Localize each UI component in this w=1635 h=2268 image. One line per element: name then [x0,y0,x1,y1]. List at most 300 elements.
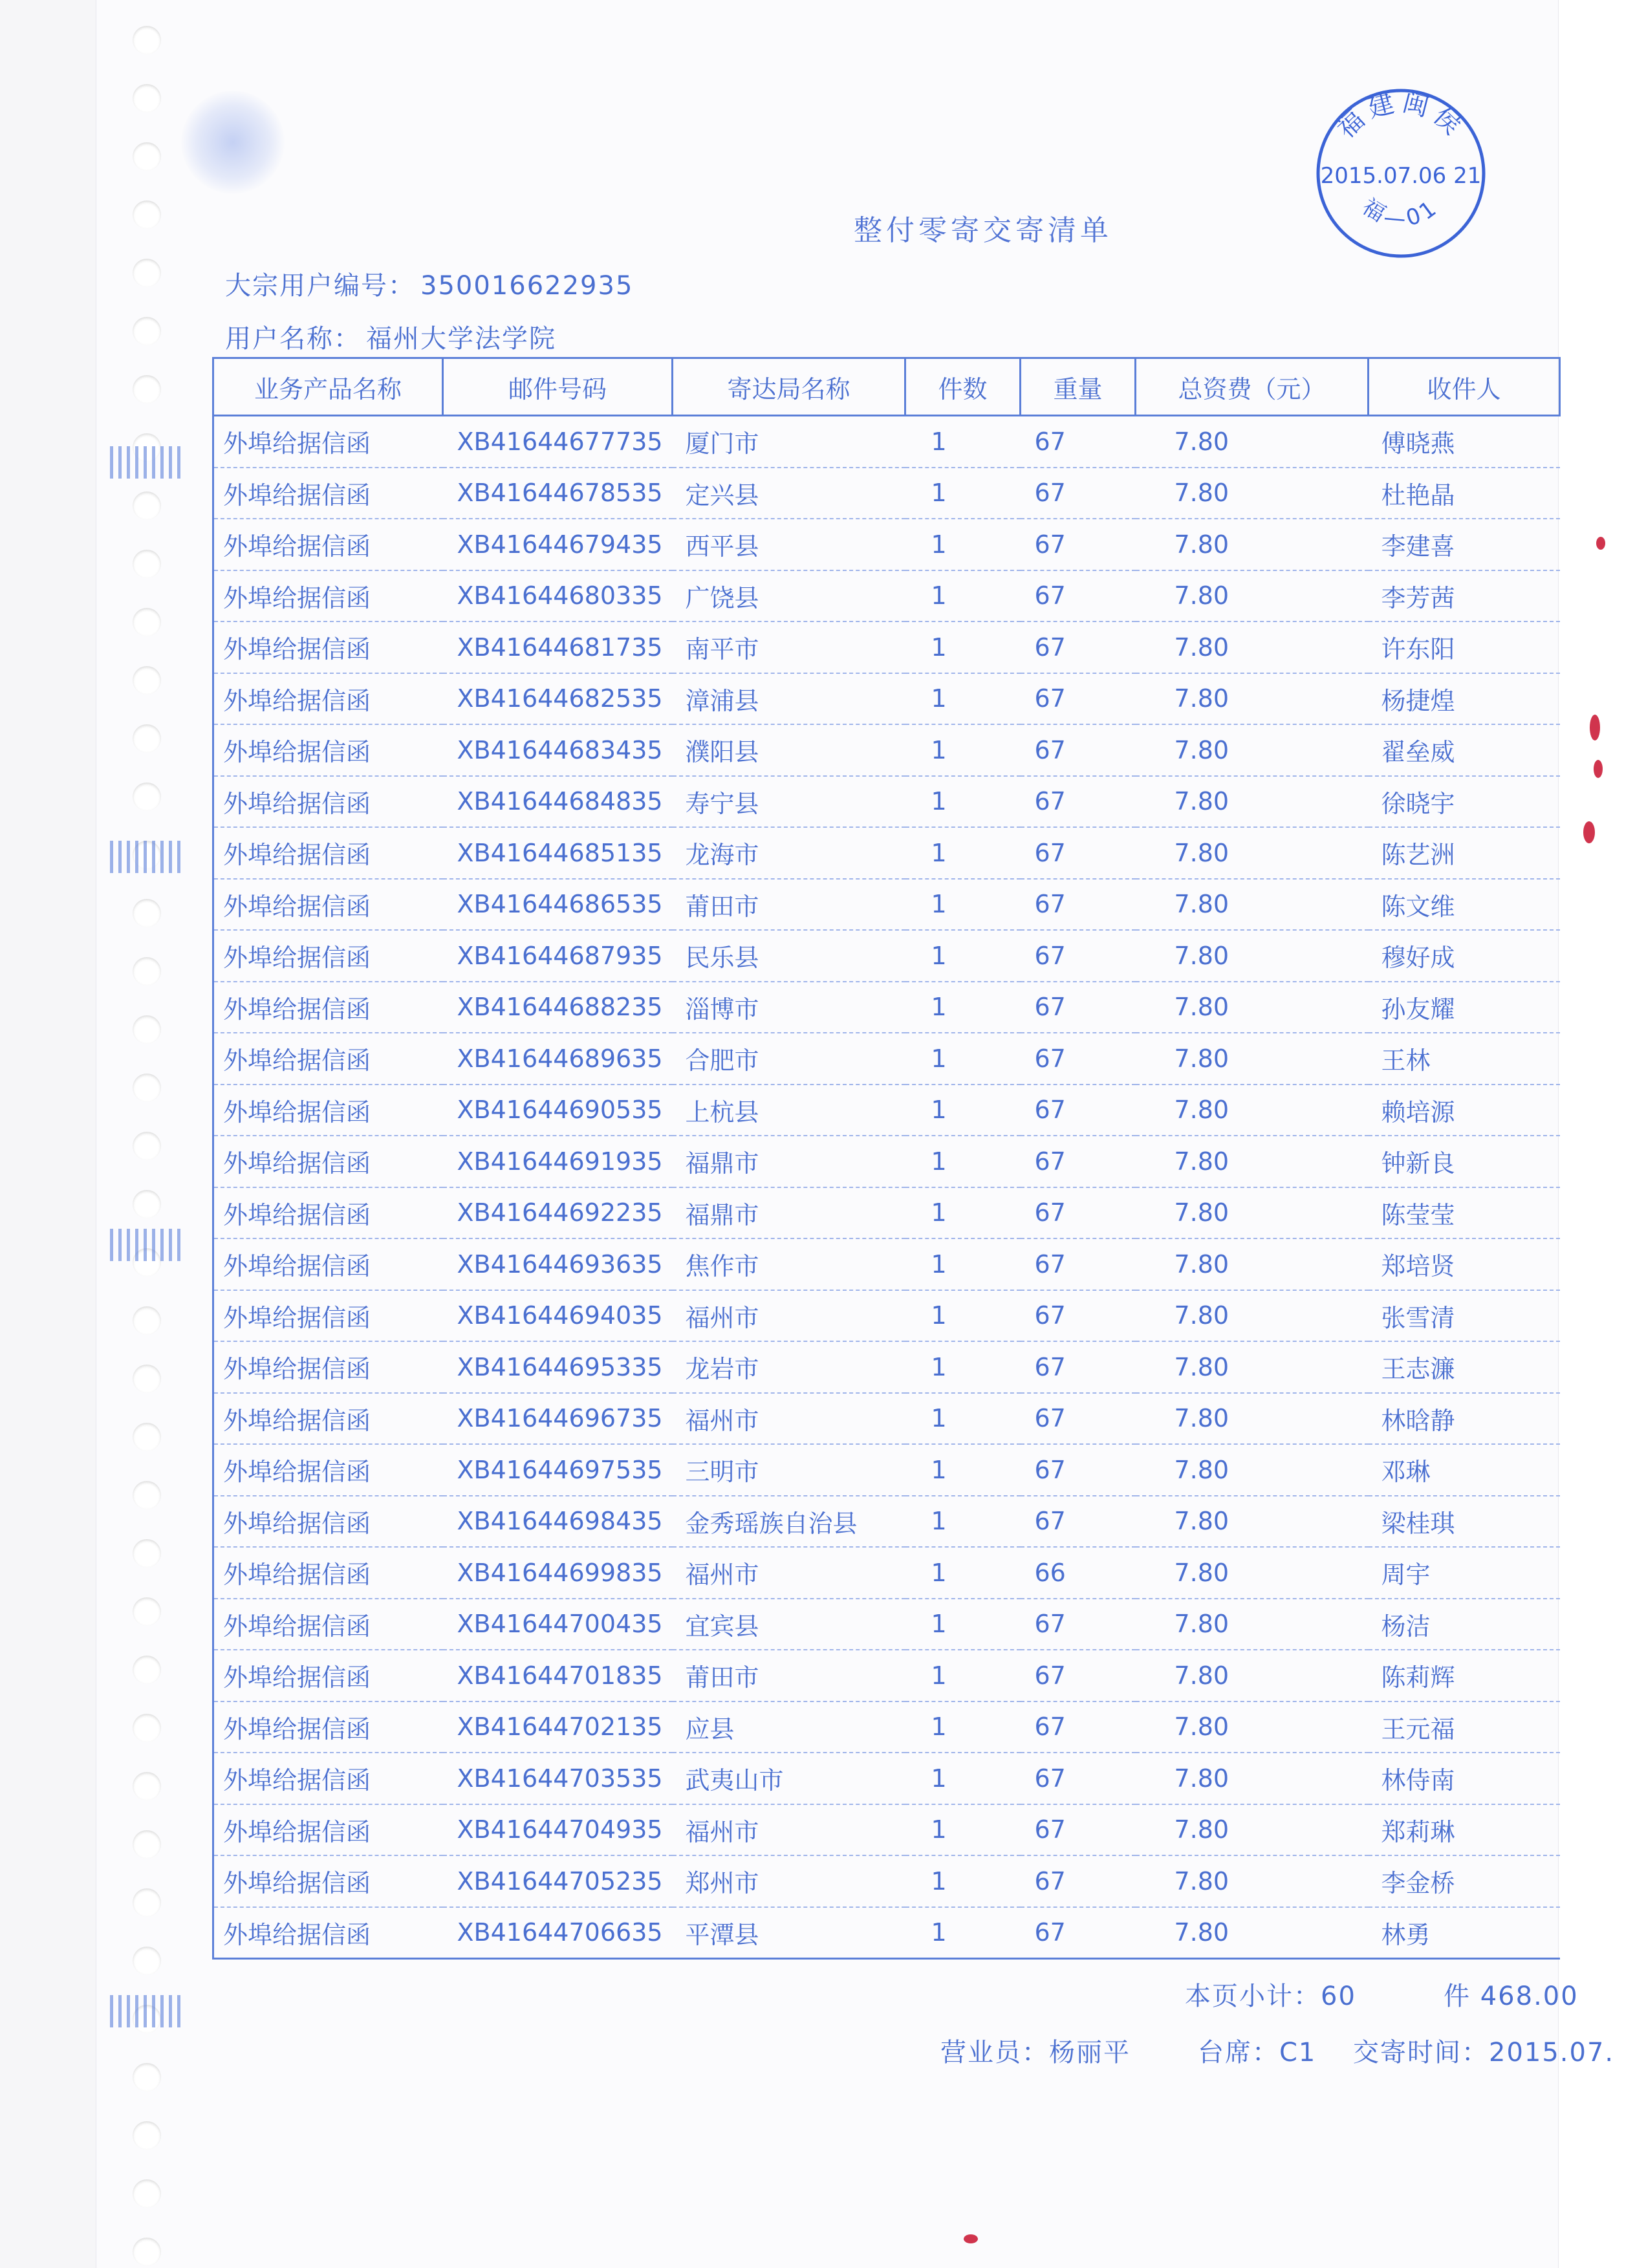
cell-destination: 寿宁县 [673,776,905,828]
table-row [213,570,1560,622]
cell-recipient: 陈莹莹 [1369,1187,1560,1239]
cell-product: 外埠给据信函 [213,1804,443,1856]
cell-product: 外埠给据信函 [213,776,443,828]
cell-product: 外埠给据信函 [213,1341,443,1393]
cell-destination: 三明市 [673,1444,905,1496]
cell-weight: 67 [1021,570,1136,622]
cell-product: 外埠给据信函 [213,1496,443,1548]
cell-mail-number: XB41644701835 [443,1650,673,1701]
page-subtotal [1185,1976,1356,2013]
cell-product: 外埠给据信函 [213,1290,443,1342]
cell-destination: 焦作市 [673,1238,905,1290]
cell-recipient: 杨洁 [1369,1599,1560,1650]
cell-mail-number: XB41644690535 [443,1085,673,1136]
cell-weight: 67 [1021,1855,1136,1907]
cell-recipient: 邓琳 [1369,1444,1560,1496]
cell-mail-number: XB41644703535 [443,1753,673,1804]
table-row [213,1187,1560,1239]
table-row [213,724,1560,776]
cell-destination: 龙岩市 [673,1341,905,1393]
red-ink-spot [1590,715,1600,740]
cell-destination: 厦门市 [673,416,905,468]
subtotal-label: 本页小计： [1185,1982,1321,2011]
cell-weight: 67 [1021,982,1136,1033]
cell-postage: 7.80 [1136,1085,1369,1136]
cell-weight: 67 [1021,930,1136,982]
cell-weight: 67 [1021,1907,1136,1959]
tractor-hole [133,1830,161,1859]
cell-weight: 67 [1021,1341,1136,1393]
cell-count: 1 [905,570,1021,622]
cell-mail-number: XB41644692235 [443,1187,673,1239]
cell-postage: 7.80 [1136,724,1369,776]
cell-product: 外埠给据信函 [213,416,443,468]
subtotal-amount: 468.00 [1480,1982,1579,2011]
cell-recipient: 穆好成 [1369,930,1560,982]
cell-count: 1 [905,1444,1021,1496]
tractor-hole [133,200,161,229]
subtotal-amount-line [1444,1976,1579,2013]
cell-count: 1 [905,1701,1021,1753]
cell-recipient: 王志濂 [1369,1341,1560,1393]
cell-postage: 7.80 [1136,468,1369,519]
cell-postage: 7.80 [1136,1136,1369,1187]
table-row [213,519,1560,570]
stamp-bottom-text: 福—01 [1358,193,1444,233]
cell-postage: 7.80 [1136,1907,1369,1959]
cell-count: 1 [905,1393,1021,1445]
table-row [213,1290,1560,1342]
cell-destination: 濮阳县 [673,724,905,776]
cell-count: 1 [905,930,1021,982]
cell-postage: 7.80 [1136,930,1369,982]
clerk-line [940,2032,1131,2069]
svg-text:福—01 [1358,193,1444,232]
tractor-hole [133,2179,161,2208]
stamp-top-text: 福建闽侯 [1331,87,1471,144]
postmark-stamp [1304,76,1498,270]
cell-weight: 67 [1021,724,1136,776]
tractor-hole [133,491,161,520]
cell-product: 外埠给据信函 [213,1907,443,1959]
tractor-strip [0,0,96,2268]
tractor-hole [133,1947,161,1975]
mailing-time-line [1353,2032,1614,2069]
cell-postage: 7.80 [1136,1599,1369,1650]
clerk-label: 营业员： [940,2038,1049,2068]
cell-count: 1 [905,827,1021,879]
tractor-hole [133,317,161,345]
cell-weight: 67 [1021,1085,1136,1136]
table-row [213,621,1560,673]
cell-mail-number: XB41644694035 [443,1290,673,1342]
cell-postage: 7.80 [1136,1444,1369,1496]
mailing-time-label: 交寄时间： [1353,2038,1489,2068]
tractor-hole [133,1306,161,1335]
cell-recipient: 张雪清 [1369,1290,1560,1342]
cell-postage: 7.80 [1136,776,1369,828]
cell-destination: 福州市 [673,1804,905,1856]
table-row [213,776,1560,828]
cell-postage: 7.80 [1136,1753,1369,1804]
cell-product: 外埠给据信函 [213,879,443,931]
cell-destination: 平潭县 [673,1907,905,1959]
tractor-hole [133,142,161,171]
cell-count: 1 [905,519,1021,570]
user-name-value: 福州大学法学院 [366,324,556,354]
cell-weight: 67 [1021,416,1136,468]
column-header-product: 业务产品名称 [213,358,443,416]
cell-destination: 福鼎市 [673,1187,905,1239]
perforation-mark [110,446,181,479]
column-header-destination: 寄达局名称 [673,358,905,416]
cell-product: 外埠给据信函 [213,673,443,725]
cell-count: 1 [905,1085,1021,1136]
cell-mail-number: XB41644686535 [443,879,673,931]
cell-destination: 定兴县 [673,468,905,519]
cell-product: 外埠给据信函 [213,1650,443,1701]
cell-product: 外埠给据信函 [213,1444,443,1496]
red-ink-spot [1583,821,1595,843]
cell-mail-number: XB41644702135 [443,1701,673,1753]
cell-product: 外埠给据信函 [213,827,443,879]
cell-weight: 67 [1021,621,1136,673]
cell-mail-number: XB41644706635 [443,1907,673,1959]
cell-destination: 郑州市 [673,1855,905,1907]
cell-weight: 67 [1021,1238,1136,1290]
cell-destination: 淄博市 [673,982,905,1033]
cell-mail-number: XB41644688235 [443,982,673,1033]
cell-postage: 7.80 [1136,519,1369,570]
cell-weight: 67 [1021,1393,1136,1445]
cell-destination: 莆田市 [673,879,905,931]
cell-postage: 7.80 [1136,1496,1369,1548]
table-row [213,1753,1560,1804]
cell-weight: 67 [1021,519,1136,570]
cell-count: 1 [905,1187,1021,1239]
table-row [213,1136,1560,1187]
tractor-hole [133,1539,161,1568]
cell-count: 1 [905,1855,1021,1907]
cell-weight: 67 [1021,1599,1136,1650]
cell-mail-number: XB41644700435 [443,1599,673,1650]
tractor-hole [133,724,161,753]
cell-weight: 67 [1021,1804,1136,1856]
cell-count: 1 [905,724,1021,776]
red-ink-spot [1596,537,1605,550]
cell-weight: 67 [1021,1753,1136,1804]
red-ink-spot [1594,760,1603,778]
perforation-mark [110,841,181,873]
table-row [213,1650,1560,1701]
table-row [213,468,1560,519]
table-row [213,1804,1560,1856]
cell-destination: 福州市 [673,1393,905,1445]
cell-count: 1 [905,1547,1021,1599]
cell-recipient: 王林 [1369,1033,1560,1085]
table-row [213,1085,1560,1136]
cell-postage: 7.80 [1136,982,1369,1033]
cell-mail-number: XB41644687935 [443,930,673,982]
cell-mail-number: XB41644699835 [443,1547,673,1599]
cell-count: 1 [905,879,1021,931]
cell-weight: 67 [1021,776,1136,828]
cell-mail-number: XB41644681735 [443,621,673,673]
cell-recipient: 林勇 [1369,1907,1560,1959]
cell-weight: 67 [1021,1136,1136,1187]
cell-count: 1 [905,776,1021,828]
cell-postage: 7.80 [1136,1650,1369,1701]
table-row [213,1341,1560,1393]
cell-destination: 上杭县 [673,1085,905,1136]
cell-postage: 7.80 [1136,879,1369,931]
cell-destination: 福州市 [673,1547,905,1599]
cell-mail-number: XB41644683435 [443,724,673,776]
tractor-hole [133,957,161,986]
cell-count: 1 [905,1599,1021,1650]
cell-destination: 宜宾县 [673,1599,905,1650]
cell-product: 外埠给据信函 [213,982,443,1033]
user-name-label: 用户名称： [225,324,361,354]
perforation-mark [110,1229,181,1261]
cell-count: 1 [905,1753,1021,1804]
tractor-hole [133,84,161,113]
cell-postage: 7.80 [1136,1393,1369,1445]
cell-postage: 7.80 [1136,1033,1369,1085]
table-row [213,1907,1560,1959]
table-row [213,879,1560,931]
cell-destination: 广饶县 [673,570,905,622]
tractor-hole [133,2121,161,2150]
cell-mail-number: XB41644682535 [443,673,673,725]
cell-recipient: 郑莉琳 [1369,1804,1560,1856]
cell-postage: 7.80 [1136,1187,1369,1239]
counter-line [1198,2032,1316,2069]
cell-mail-number: XB41644685135 [443,827,673,879]
table-row [213,1238,1560,1290]
cell-recipient: 李金桥 [1369,1855,1560,1907]
cell-mail-number: XB41644705235 [443,1855,673,1907]
cell-recipient: 傅晓燕 [1369,416,1560,468]
table-row [213,930,1560,982]
cell-recipient: 陈文维 [1369,879,1560,931]
tractor-hole [133,1656,161,1684]
document-title: 整付零寄交寄清单 [854,214,1112,247]
tractor-hole [133,259,161,287]
tractor-hole [133,608,161,636]
cell-mail-number: XB41644679435 [443,519,673,570]
cell-count: 1 [905,1341,1021,1393]
tractor-hole [133,375,161,404]
cell-postage: 7.80 [1136,1341,1369,1393]
tractor-hole [133,1190,161,1218]
cell-postage: 7.80 [1136,1290,1369,1342]
red-ink-spot [964,2234,978,2243]
tractor-hole [133,1888,161,1917]
ink-smudge [181,91,285,194]
tractor-hole [133,550,161,578]
cell-count: 1 [905,1033,1021,1085]
cell-postage: 7.80 [1136,570,1369,622]
cell-product: 外埠给据信函 [213,621,443,673]
cell-count: 1 [905,1238,1021,1290]
cell-mail-number: XB41644677735 [443,416,673,468]
table-row [213,1393,1560,1445]
cell-product: 外埠给据信函 [213,519,443,570]
cell-mail-number: XB41644691935 [443,1136,673,1187]
cell-count: 1 [905,673,1021,725]
cell-postage: 7.80 [1136,1547,1369,1599]
cell-recipient: 杨捷煌 [1369,673,1560,725]
cell-product: 外埠给据信函 [213,1085,443,1136]
cell-postage: 7.80 [1136,1238,1369,1290]
account-number-value: 350016622935 [420,271,634,301]
cell-destination: 西平县 [673,519,905,570]
table-row [213,827,1560,879]
cell-mail-number: XB41644689635 [443,1033,673,1085]
cell-count: 1 [905,621,1021,673]
cell-mail-number: XB41644678535 [443,468,673,519]
cell-postage: 7.80 [1136,621,1369,673]
cell-postage: 7.80 [1136,416,1369,468]
subtotal-unit: 件 [1444,1982,1471,2011]
tractor-hole [133,1481,161,1509]
cell-destination: 应县 [673,1701,905,1753]
tractor-hole [133,1074,161,1102]
cell-product: 外埠给据信函 [213,1753,443,1804]
table-row [213,1599,1560,1650]
cell-mail-number: XB41644680335 [443,570,673,622]
cell-product: 外埠给据信函 [213,1187,443,1239]
table-row [213,1496,1560,1548]
table-row [213,1444,1560,1496]
cell-product: 外埠给据信函 [213,1599,443,1650]
cell-count: 1 [905,468,1021,519]
mailing-time-value: 2015.07. [1489,2038,1615,2068]
cell-product: 外埠给据信函 [213,570,443,622]
cell-recipient: 陈艺洲 [1369,827,1560,879]
cell-recipient: 赖培源 [1369,1085,1560,1136]
table-row [213,982,1560,1033]
cell-recipient: 梁桂琪 [1369,1496,1560,1548]
stamp-date-text: 2015.07.06 21 [1320,163,1482,189]
cell-postage: 7.80 [1136,1701,1369,1753]
cell-recipient: 许东阳 [1369,621,1560,673]
table-row [213,673,1560,725]
account-number-label: 大宗用户编号： [225,271,415,301]
table-row [213,1701,1560,1753]
cell-postage: 7.80 [1136,1804,1369,1856]
cell-recipient: 杜艳晶 [1369,468,1560,519]
cell-destination: 南平市 [673,621,905,673]
tractor-hole [133,1132,161,1160]
user-name-line [225,318,556,355]
cell-mail-number: XB41644697535 [443,1444,673,1496]
column-header-weight: 重量 [1021,358,1136,416]
cell-recipient: 陈莉辉 [1369,1650,1560,1701]
tractor-hole [133,1597,161,1626]
cell-count: 1 [905,1650,1021,1701]
column-header-recipient: 收件人 [1369,358,1560,416]
tractor-hole [133,1365,161,1393]
cell-postage: 7.80 [1136,1855,1369,1907]
counter-label: 台席： [1198,2038,1279,2068]
cell-product: 外埠给据信函 [213,1547,443,1599]
cell-recipient: 孙友耀 [1369,982,1560,1033]
cell-recipient: 林晗静 [1369,1393,1560,1445]
table-header-row [213,358,1560,416]
cell-destination: 漳浦县 [673,673,905,725]
perforation-mark [110,1995,181,2027]
cell-mail-number: XB41644698435 [443,1496,673,1548]
cell-product: 外埠给据信函 [213,468,443,519]
tractor-hole [133,26,161,54]
cell-product: 外埠给据信函 [213,1393,443,1445]
cell-recipient: 李芳茜 [1369,570,1560,622]
tractor-hole [133,1714,161,1742]
tractor-hole [133,2238,161,2266]
tractor-hole [133,1015,161,1044]
cell-count: 1 [905,1290,1021,1342]
cell-weight: 66 [1021,1547,1136,1599]
tractor-hole [133,899,161,927]
table-row [213,1033,1560,1085]
cell-count: 1 [905,1496,1021,1548]
cell-product: 外埠给据信函 [213,724,443,776]
cell-weight: 67 [1021,1187,1136,1239]
cell-mail-number: XB41644693635 [443,1238,673,1290]
counter-value: C1 [1279,2038,1317,2068]
cell-count: 1 [905,982,1021,1033]
cell-count: 1 [905,1804,1021,1856]
cell-product: 外埠给据信函 [213,1701,443,1753]
table-row [213,1547,1560,1599]
cell-destination: 莆田市 [673,1650,905,1701]
mail-list-table [212,357,1561,1960]
cell-weight: 67 [1021,673,1136,725]
cell-destination: 合肥市 [673,1033,905,1085]
cell-weight: 67 [1021,1033,1136,1085]
cell-weight: 67 [1021,1496,1136,1548]
cell-count: 1 [905,1907,1021,1959]
cell-product: 外埠给据信函 [213,1855,443,1907]
cell-destination: 龙海市 [673,827,905,879]
cell-count: 1 [905,1136,1021,1187]
column-header-mail-number: 邮件号码 [443,358,673,416]
cell-destination: 金秀瑶族自治县 [673,1496,905,1548]
cell-recipient: 王元福 [1369,1701,1560,1753]
cell-mail-number: XB41644695335 [443,1341,673,1393]
tractor-hole [133,783,161,811]
column-header-postage: 总资费（元） [1136,358,1369,416]
cell-destination: 福州市 [673,1290,905,1342]
account-number-line [225,265,633,302]
cell-postage: 7.80 [1136,827,1369,879]
tractor-hole [133,1772,161,1800]
clerk-name: 杨丽平 [1049,2038,1131,2068]
cell-destination: 民乐县 [673,930,905,982]
cell-mail-number: XB41644696735 [443,1393,673,1445]
cell-recipient: 徐晓宇 [1369,776,1560,828]
cell-destination: 武夷山市 [673,1753,905,1804]
cell-postage: 7.80 [1136,673,1369,725]
cell-weight: 67 [1021,1444,1136,1496]
table-row [213,416,1560,468]
cell-weight: 67 [1021,1701,1136,1753]
tractor-hole [133,666,161,695]
cell-weight: 67 [1021,1650,1136,1701]
cell-recipient: 钟新良 [1369,1136,1560,1187]
